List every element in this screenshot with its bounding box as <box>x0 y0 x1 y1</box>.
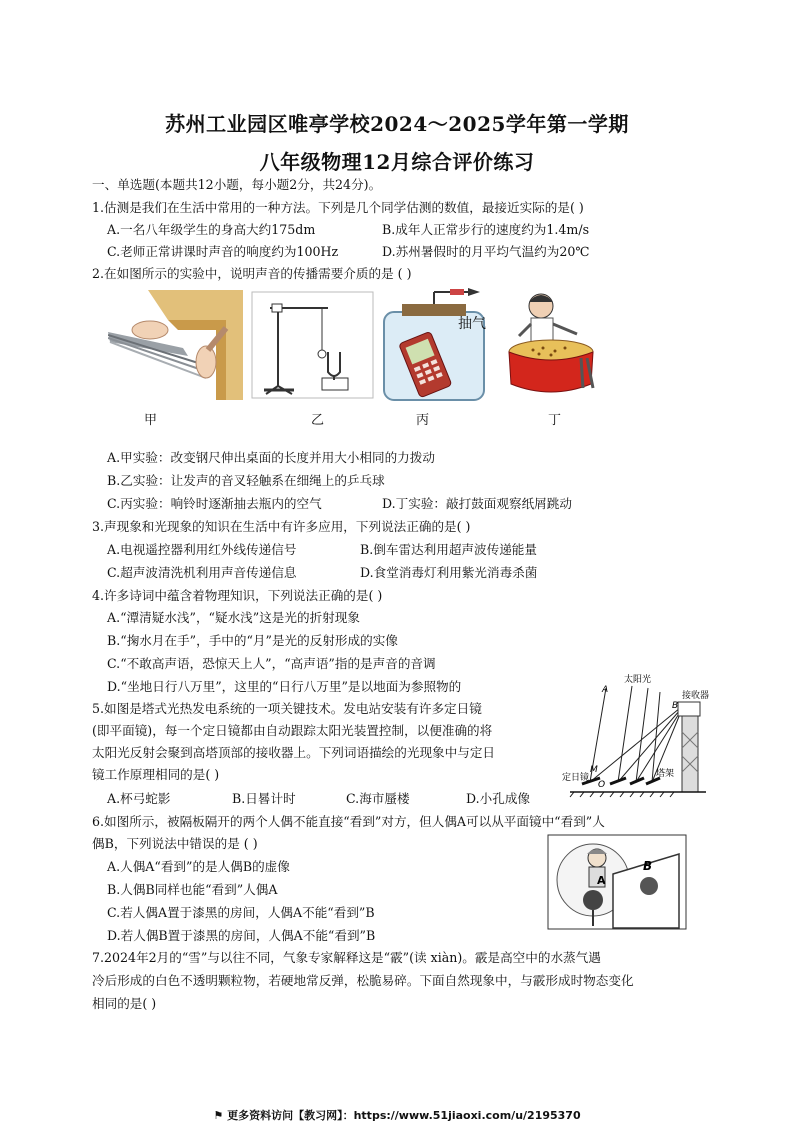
flag-icon: ⚑ <box>213 1109 224 1122</box>
q2-option-d: D.丁实验：敲打鼓面观察纸屑跳动 <box>382 496 572 511</box>
figure-yi-tuning-fork <box>250 290 375 400</box>
exam-subtitle: 八年级物理12月综合评价练习 <box>259 150 535 174</box>
fig-label-m: M <box>590 765 598 775</box>
fig-label-sunlight: 太阳光 <box>624 675 652 685</box>
q5-option-b: B.日晷计时 <box>232 791 296 806</box>
q2-option-a: A.甲实验：改变钢尺伸出桌面的长度并用大小相同的力拨动 <box>107 450 435 465</box>
q2-option-c: C.丙实验：响铃时逐渐抽去瓶内的空气 <box>107 496 322 511</box>
q3-option-a: A.电视遥控器利用红外线传递信号 <box>107 542 297 557</box>
q4-stem: 4.许多诗词中蕴含着物理知识，下列说法正确的是( ) <box>92 588 383 603</box>
q4-option-d: D.“坐地日行八万里”，这里的“日行八万里”是以地面为参照物的 <box>107 679 462 694</box>
q6-option-c: C.若人偶A置于漆黑的房间，人偶A不能“看到”B <box>107 905 375 920</box>
q5-option-a: A.杯弓蛇影 <box>107 791 171 806</box>
figure-mirror-puppets <box>547 834 687 930</box>
figure-jia-ruler <box>108 290 243 400</box>
figure-ding-drum <box>503 288 606 402</box>
q3-option-d: D.食堂消毒灯利用紫光消毒杀菌 <box>360 565 538 580</box>
q5-option-d: D.小孔成像 <box>466 791 531 806</box>
q1-option-a: A.一名八年级学生的身高大约175dm <box>107 222 316 237</box>
figure-bing-bell-jar <box>380 288 498 402</box>
q5-option-c: C.海市蜃楼 <box>346 791 410 806</box>
q1-stem: 1.估测是我们在生活中常用的一种方法。下列是几个同学估测的数值，最接近实际的是( ) <box>92 200 584 215</box>
puppet-a-label: A <box>597 874 606 887</box>
q2-stem: 2.在如图所示的实验中，说明声音的传播需要介质的是 ( ) <box>92 266 412 281</box>
figure-solar-tower <box>560 672 710 802</box>
q5-stem-line-1: 5.如图是塔式光热发电系统的一项关键技术。发电站安装有许多定日镜 <box>92 701 482 716</box>
q6-option-b: B.人偶B同样也能“看到”人偶A <box>107 882 278 897</box>
q5-stem-line-3: 太阳光反射会聚到高塔顶部的接收器上。下列词语描绘的光现象中与定日 <box>92 745 495 760</box>
fig-label-tower: 塔架 <box>656 769 675 779</box>
q3-option-b: B.倒车雷达利用超声波传递能量 <box>360 542 537 557</box>
q5-stem-line-2: (即平面镜)，每一个定日镜都由自动跟踪太阳光装置控制，以便准确的将 <box>92 723 493 738</box>
q5-stem-line-4: 镜工作原理相同的是( ) <box>92 767 220 782</box>
q4-option-c: C.“不敢高声语，恐惊天上人”，“高声语”指的是声音的音调 <box>107 656 436 671</box>
q4-option-a: A.“潭清疑水浅”，“疑水浅”这是光的折射现象 <box>107 610 360 625</box>
q4-option-b: B.“掬水月在手”，手中的“月”是光的反射形成的实像 <box>107 633 398 648</box>
q7-stem-line-1: 7.2024年2月的“雪”与以往不同，气象专家解释这是“霰”(读 xiàn)。霰是高空中的水蒸气遇 <box>92 950 601 965</box>
fig-label-receiver: 接收器 <box>682 691 710 701</box>
q7-stem-line-3: 相同的是( ) <box>92 996 157 1011</box>
puppet-b-label: B <box>643 859 653 873</box>
figure-label-jia: 甲 <box>144 413 158 428</box>
q6-stem-line-2: 偶B，下列说法中错误的是 ( ) <box>92 836 258 851</box>
pump-label: 抽气 <box>458 316 486 332</box>
fig-label-mirror: 定日镜 <box>562 773 590 783</box>
q1-option-b: B.成年人正常步行的速度约为1.4m/s <box>382 222 590 237</box>
q6-option-a: A.人偶A“看到”的是人偶B的虚像 <box>107 859 290 874</box>
q1-option-d: D.苏州暑假时的月平均气温约为20℃ <box>382 244 590 259</box>
exam-title: 苏州工业园区唯亭学校2024～2025学年第一学期 <box>165 112 629 136</box>
fig-label-o: O <box>598 780 606 790</box>
footer <box>0 1107 794 1123</box>
q3-stem: 3.声现象和光现象的知识在生活中有许多应用，下列说法正确的是( ) <box>92 519 471 534</box>
figure-label-bing: 丙 <box>416 413 430 428</box>
q6-stem-line-1: 6.如图所示，被隔板隔开的两个人偶不能直接“看到”对方，但人偶A可以从平面镜中“看到”人 <box>92 814 605 829</box>
fig-label-a: A <box>602 685 609 695</box>
section-heading: 一、单选题(本题共12小题，每小题2分，共24分)。 <box>92 177 382 192</box>
q2-option-b: B.乙实验：让发声的音叉轻触系在细绳上的乒乓球 <box>107 473 385 488</box>
figure-label-yi: 乙 <box>311 413 325 428</box>
q7-stem-line-2: 冷后形成的白色不透明颗粒物，若硬地常反弹，松脆易碎。下面自然现象中，与霰形成时物态变化 <box>92 973 634 988</box>
q1-option-c: C.老师正常讲课时声音的响度约为100Hz <box>107 244 339 259</box>
q6-option-d: D.若人偶B置于漆黑的房间，人偶A不能“看到”B <box>107 928 376 943</box>
figure-label-ding: 丁 <box>548 413 562 428</box>
footer-link-text[interactable]: 更多资料访问【教习网】：https://www.51jiaoxi.com/u/2195370 <box>227 1109 581 1122</box>
q3-option-c: C.超声波清洗机利用声音传递信息 <box>107 565 297 580</box>
fig-label-b: B <box>672 701 679 711</box>
